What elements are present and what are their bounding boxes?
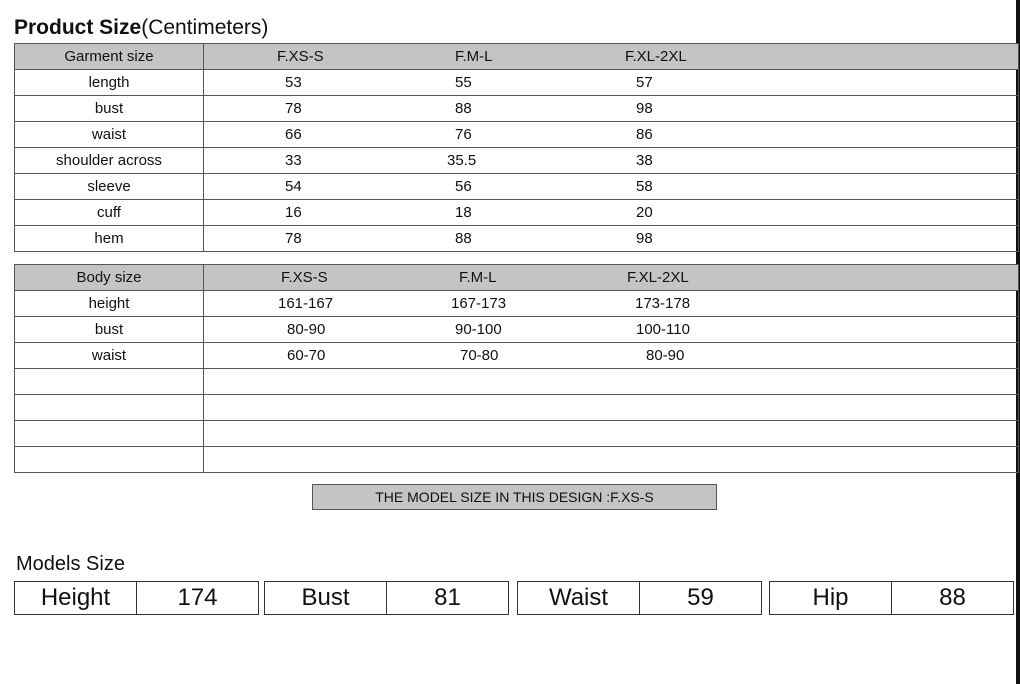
title-main: Product Size xyxy=(14,16,142,39)
model-label: Bust xyxy=(301,584,350,611)
model-value: 81 xyxy=(386,582,508,614)
row-label: bust xyxy=(15,317,204,343)
empty-cell xyxy=(15,421,204,447)
table-row xyxy=(15,174,1019,200)
row-values: 54 56 58 xyxy=(204,174,1019,200)
model-waist-box xyxy=(517,581,762,615)
empty-cell xyxy=(204,395,1019,421)
page-title xyxy=(14,14,268,42)
row-label: bust xyxy=(15,96,204,122)
garment-header-row xyxy=(15,44,1019,70)
model-label: Hip xyxy=(812,584,849,611)
row-label: shoulder across xyxy=(15,148,204,174)
model-size-note: THE MODEL SIZE IN THIS DESIGN :F.XS-S xyxy=(312,484,717,510)
model-value: 59 xyxy=(639,582,761,614)
row-label: height xyxy=(15,291,204,317)
empty-cell xyxy=(15,395,204,421)
row-label: sleeve xyxy=(15,174,204,200)
table-row xyxy=(15,317,1019,343)
models-size-title: Models Size xyxy=(16,553,125,575)
row-values: 60-70 70-80 80-90 xyxy=(204,343,1019,369)
row-label: cuff xyxy=(15,200,204,226)
row-label: waist xyxy=(15,122,204,148)
garment-header-sizes: F.XS-S F.M-L F.XL-2XL xyxy=(204,44,1019,70)
empty-row xyxy=(15,395,1019,421)
table-row xyxy=(15,226,1019,252)
table-row xyxy=(15,148,1019,174)
model-value: 174 xyxy=(136,582,258,614)
row-values: 78 88 98 xyxy=(204,96,1019,122)
empty-cell xyxy=(15,447,204,473)
model-label: Height xyxy=(40,584,111,611)
model-hip-box xyxy=(769,581,1014,615)
body-header-row xyxy=(15,265,1019,291)
row-values: 53 55 57 xyxy=(204,70,1019,96)
row-values: 33 35.5 38 xyxy=(204,148,1019,174)
model-value: 88 xyxy=(891,582,1013,614)
empty-cell xyxy=(204,369,1019,395)
model-label: Waist xyxy=(548,584,609,611)
garment-header-label: Garment size xyxy=(15,44,204,70)
row-values: 66 76 86 xyxy=(204,122,1019,148)
body-header-label: Body size xyxy=(15,265,204,291)
table-row xyxy=(15,96,1019,122)
table-row xyxy=(15,291,1019,317)
row-label: hem xyxy=(15,226,204,252)
row-values: 78 88 98 xyxy=(204,226,1019,252)
garment-size-table xyxy=(14,43,1019,252)
empty-row xyxy=(15,369,1019,395)
row-values: 161-167 167-173 173-178 xyxy=(204,291,1019,317)
row-values: 80-90 90-100 100-110 xyxy=(204,317,1019,343)
table-row xyxy=(15,122,1019,148)
table-row xyxy=(15,70,1019,96)
empty-cell xyxy=(204,447,1019,473)
table-row xyxy=(15,200,1019,226)
row-label: length xyxy=(15,70,204,96)
row-label: waist xyxy=(15,343,204,369)
model-height-box xyxy=(14,581,259,615)
row-values: 16 18 20 xyxy=(204,200,1019,226)
table-row xyxy=(15,343,1019,369)
model-bust-box xyxy=(264,581,509,615)
empty-cell xyxy=(15,369,204,395)
body-size-table xyxy=(14,264,1019,473)
title-unit: (Centimeters) xyxy=(141,16,269,39)
body-header-sizes: F.XS-S F.M-L F.XL-2XL xyxy=(204,265,1019,291)
empty-row xyxy=(15,421,1019,447)
empty-row xyxy=(15,447,1019,473)
empty-cell xyxy=(204,421,1019,447)
